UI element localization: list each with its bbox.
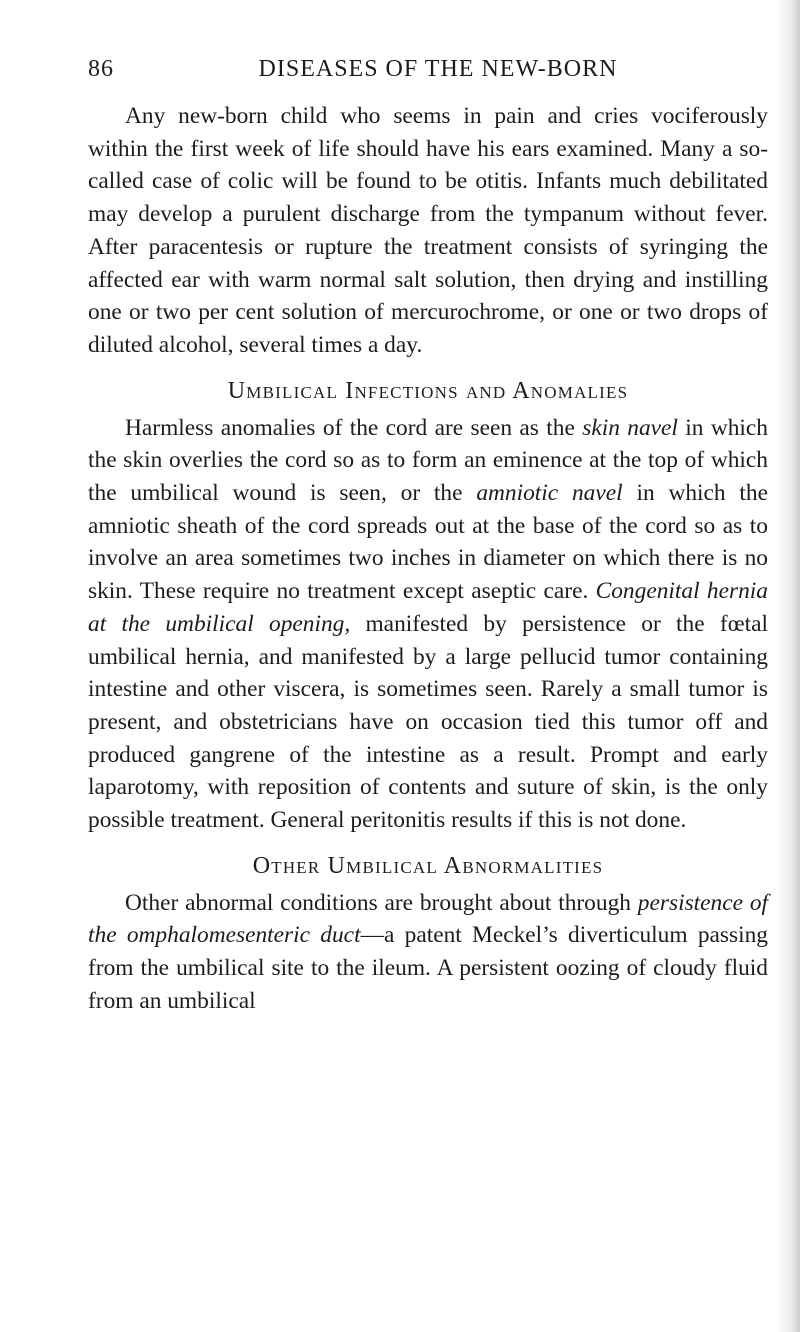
page-edge-shadow [776,0,800,1332]
text-run: Other abnormal conditions are brought about through [125,889,638,916]
italic-term-skin-navel: skin navel [582,414,678,441]
page-header [88,56,768,96]
running-head: DISEASES OF THE NEW-BORN [258,56,618,82]
text-run: in which the amniotic sheath of the cord spreads out at the base of the cord so as to involve an area sometimes two inches in diameter on which there is no skin. These require no treatment except aseptic care. [88,480,768,605]
text-run: in which the skin overlies the cord so as to form an eminence at the top of which the umbilical wound is seen, or the [88,414,768,507]
text-run: Harmless anomalies of the cord are seen as the [125,414,583,441]
italic-term-amniotic-navel: amniotic navel [476,480,623,507]
paragraph-other-abnormalities [88,887,768,1018]
section-heading-umbilical-infections: Umbilical Infections and Anomalies [227,377,629,404]
paragraph-otitis: Any new-born child who seems in pain and cries vociferously within the first week of life should have his ears examined. Many a so-called case of colic will be found to be otitis. Infants much debilitated may develop a purulent discharge from the tympanum without fever. After paracentesis or rupture the treatment consists of syringing the affected ear with warm normal salt solution, then drying and instilling one or two per cent solution of mercurochrome, or one or two drops of diluted alcohol, several times a day. [88,103,768,358]
section-heading-other-abnormalities: Other Umbilical Abnormalities [252,852,604,879]
italic-term-congenital-hernia: Congenital hernia at the umbilical opening, [88,578,768,637]
italic-term-omphalomesenteric-duct: persistence of the omphalomesenteric duct [88,889,769,949]
page-number: 86 [88,56,114,82]
text-run: manifested by persistence or the fœtal umbilical hernia, and manifested by a large pellucid tumor containing intestine and other viscera, is sometimes seen. Rarely a small tumor is present, and obstetricians have on occasion tied this tumor off and produced gangrene of the intestine as a result. Prompt and early laparotomy, with reposition of contents and suture of skin, is the only possible treatment. General peritonitis results if this is not done. [88,610,768,834]
text-run: —a patent Meckel’s diverticulum passing from the umbilical site to the ileum. A persistent oozing of cloudy fluid from an umbilical [88,922,769,1014]
paragraph-umbilical-anomalies [88,412,768,837]
page-body [88,100,768,1018]
